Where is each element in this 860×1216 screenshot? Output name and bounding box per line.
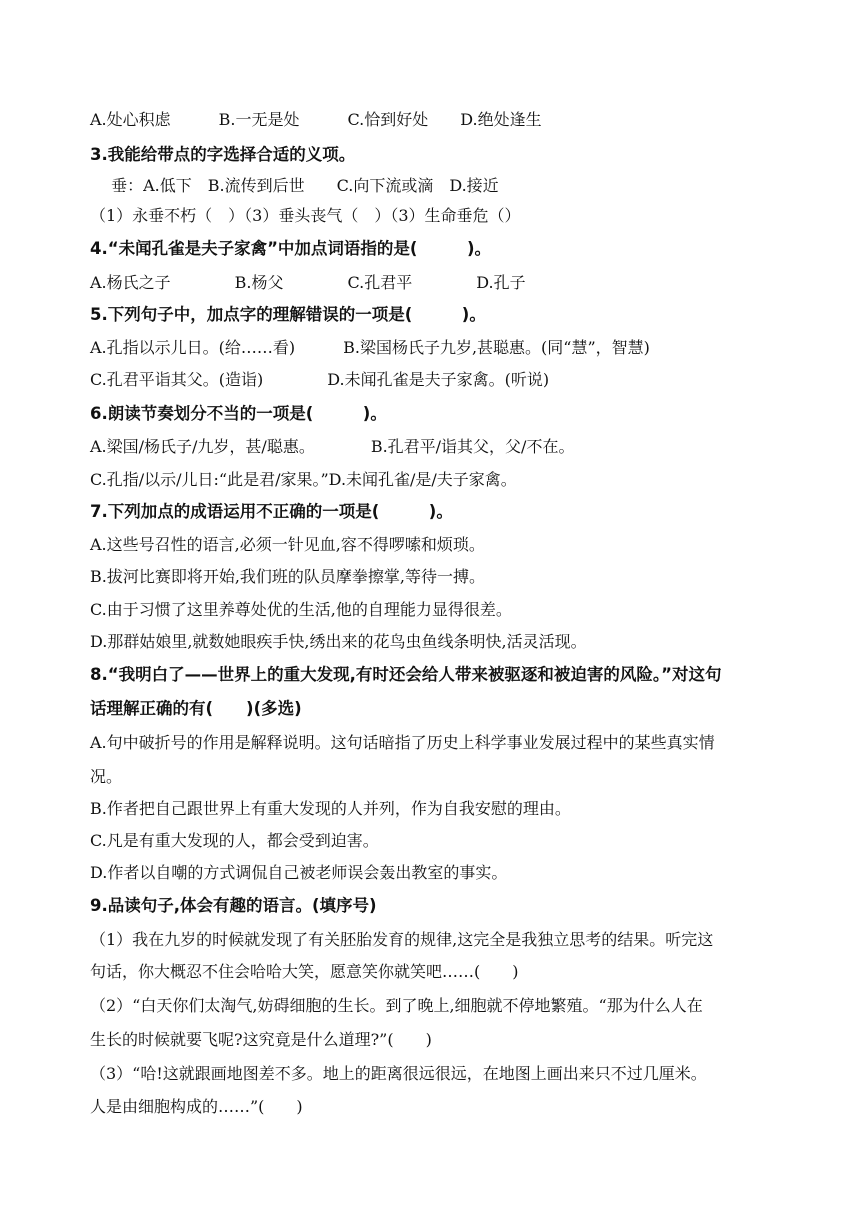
question-8-title-line1: 8.“我明白了——世界上的重大发现,有时还会给人带来被驱逐和被迫害的风险。”对这句 — [90, 665, 722, 684]
q9-item2-line1: （2）“白天你们太淘气,妨碍细胞的生长。到了晚上,细胞就不停地繁殖。“那为什么人在 — [90, 996, 703, 1015]
q9-item2-line2: 生长的时候就要飞呢?这究竟是什么道理?”( ) — [90, 1030, 432, 1049]
question-9-title: 9.品读句子,体会有趣的语言。(填序号) — [90, 896, 377, 915]
question-8-title-line2: 话理解正确的有( )(多选) — [90, 699, 302, 718]
q7-option-b: B.拔河比赛即将开始,我们班的队员摩拳擦掌,等待一搏。 — [90, 567, 486, 586]
q6-options-ab: A.梁国/杨氏子/九岁，甚/聪惠。 B.孔君平/诣其父，父/不在。 — [90, 437, 575, 456]
q3-items: （1）永垂不朽（ ）（3）垂头丧气（ ）（3）生命垂危（） — [90, 206, 521, 225]
q9-item1-line1: （1）我在九岁的时候就发现了有关胚胎发育的规律,这完全是我独立思考的结果。听完这 — [90, 930, 714, 949]
question-7-title: 7.下列加点的成语运用不正确的一项是( )。 — [90, 502, 453, 521]
q8-option-a-line2: 况。 — [90, 767, 123, 786]
q9-item3-line1: （3）“哈!这就跟画地图差不多。地上的距离很远很远，在地图上画出来只不过几厘米。 — [90, 1064, 707, 1083]
q6-options-cd: C.孔指/以示/儿日:“此是君/家果。”D.未闻孔雀/是/夫子家禽。 — [90, 470, 517, 489]
q7-option-a: A.这些号召性的语言,必须一针见血,容不得啰嗦和烦琐。 — [90, 535, 485, 554]
q8-option-b: B.作者把自己跟世界上有重大发现的人并列，作为自我安慰的理由。 — [90, 799, 571, 818]
question-6-title: 6.朗读节奏划分不当的一项是( )。 — [90, 404, 387, 423]
q3-definitions: 垂：A.低下 B.流传到后世 C.向下流或滴 D.接近 — [90, 176, 499, 195]
q8-option-d: D.作者以自嘲的方式调侃自己被老师误会轰出教室的事实。 — [90, 863, 508, 882]
q4-options: A.杨氏之子 B.杨父 C.孔君平 D.孔子 — [90, 273, 526, 292]
q8-option-a-line1: A.句中破折号的作用是解释说明。这句话暗指了历史上科学事业发展过程中的某些真实情 — [90, 733, 715, 752]
q9-item3-line2: 人是由细胞构成的……”( ) — [90, 1097, 303, 1116]
question-3-title: 3.我能给带点的字选择合适的义项。 — [90, 145, 356, 164]
question-5-title: 5.下列句子中，加点字的理解错误的一项是( )。 — [90, 305, 486, 324]
q8-option-c: C.凡是有重大发现的人，都会受到迫害。 — [90, 831, 379, 850]
question-4-title: 4.“未闻孔雀是夫子家禽”中加点词语指的是( )。 — [90, 239, 492, 258]
q5-options-cd: C.孔君平诣其父。(造诣) D.未闻孔雀是夫子家禽。(听说) — [90, 370, 550, 389]
q7-option-c: C.由于习惯了这里养尊处优的生活,他的自理能力显得很差。 — [90, 600, 512, 619]
q2-options: A.处心积虑 B.一无是处 C.恰到好处 D.绝处逢生 — [90, 110, 542, 129]
q5-options-ab: A.孔指以示儿日。(给……看) B.梁国杨氏子九岁,甚聪惠。(同“慧”，智慧) — [90, 338, 650, 357]
q9-item1-line2: 句话，你大概忍不住会哈哈大笑，愿意笑你就笑吧……( ) — [90, 962, 519, 981]
q7-option-d: D.那群姑娘里,就数她眼疾手快,绣出来的花鸟虫鱼线条明快,活灵活现。 — [90, 632, 587, 651]
